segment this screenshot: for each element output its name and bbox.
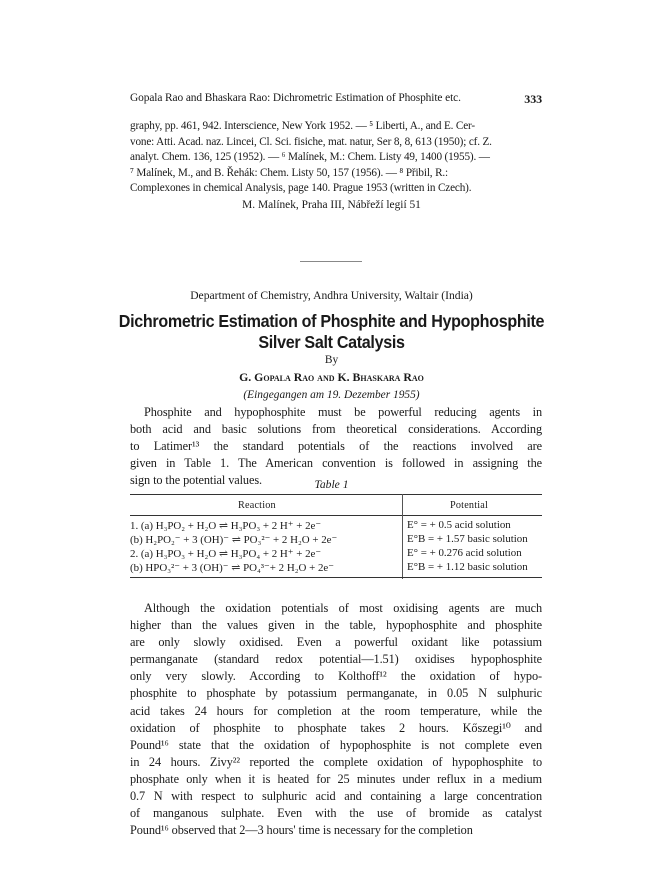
text-line: 0.7 N with respect to sulphuric acid and containing a large concentration [130, 789, 542, 804]
byline-by: By [324, 354, 339, 366]
title-line: Dichrometric Estimation of Phosphite and Hypophosphite [118, 311, 545, 331]
table-row [130, 547, 542, 561]
table-header-rule [130, 515, 542, 516]
text-line: Pound¹⁶ state that the oxidation of hypophosphite is not complete even [130, 737, 542, 752]
table-row [130, 533, 542, 547]
title-line: Silver Salt Catalysis [258, 332, 405, 352]
table-header [130, 500, 542, 512]
reference-line: graphy, pp. 461, 942. Interscience, New York 1952. — ⁵ Liberti, A., and E. Cer- [130, 120, 475, 132]
department-affiliation: Department of Chemistry, Andhra University, Waltair (India) [190, 289, 473, 302]
text-line: permanganate (standard redox potential—1.51) oxidises hypophosphite [130, 652, 542, 667]
potential-cell: E°B = + 1.12 basic solution [407, 561, 528, 573]
table-bottom-rule [130, 577, 542, 578]
text-line: only very slowly. According to Kolthoff¹² the oxidation of hypo- [130, 669, 542, 684]
table-caption: Table 1 [314, 478, 349, 491]
text-line: given in Table 1. The American convention is followed in assigning the [130, 456, 542, 471]
previous-author-address: M. Malínek, Praha III, Nábřeží legií 51 [242, 199, 421, 211]
author-names: G. Gopala Rao and K. Bhaskara Rao [239, 370, 424, 384]
reaction-cell: (b) H₂PO₂⁻ + 3 (OH)⁻ ⇌ PO₃²⁻ + 2 H₂O + 2e⁻ [130, 534, 338, 546]
text-line: acid takes 24 hours for completion at the room temperature, while the [130, 703, 542, 718]
body-paragraph [130, 600, 542, 839]
reaction-cell: 1. (a) H₃PO₂ + H₂O ⇌ H₃PO₃ + 2 H⁺ + 2e⁻ [130, 520, 322, 532]
reaction-cell: 2. (a) H₃PO₃ + H₂O ⇌ H₃PO₄ + 2 H⁺ + 2e⁻ [130, 548, 322, 560]
reaction-cell: (b) HPO₃²⁻ + 3 (OH)⁻ ⇌ PO₄³⁻+ 2 H₂O + 2e⁻ [130, 562, 334, 574]
text-line: phosphate only when it is heated for 25 minutes under reflux in a medium [130, 771, 542, 786]
text-line: oxidation of phosphite to phosphate takes 2 hours. Kőszegi¹⁰ and [130, 720, 542, 735]
reference-line: ⁷ Malínek, M., and B. Řehák: Chem. Listy 50, 157 (1956). — ⁸ Přibil, R.: [130, 166, 449, 179]
table-row [130, 519, 542, 533]
text-line: sign to the potential values. [130, 473, 262, 488]
header-reaction: Reaction [238, 500, 276, 511]
header-potential: Potential [450, 500, 489, 511]
reference-line: Complexones in chemical Analysis, page 140. Prague 1953 (written in Czech). [130, 182, 472, 195]
text-line: phosphite to phosphate by potassium permanganate, in 0.05 N sulphuric [130, 686, 542, 701]
text-line: Although the oxidation potentials of most oxidising agents are much [144, 601, 542, 615]
reference-line: analyt. Chem. 136, 125 (1952). — ⁶ Malínek, M.: Chem. Listy 49, 1400 (1955). — [130, 151, 490, 164]
received-date: (Eingegangen am 19. Dezember 1955) [243, 389, 420, 401]
text-line: in 24 hours. Zivy²² reported the complete oxidation of hypophosphite to [130, 754, 542, 769]
running-head-text: Gopala Rao and Bhaskara Rao: Dichrometric Estimation of Phosphite etc. [130, 92, 461, 104]
text-line: to Latimer¹³ the standard potentials of the reactions involved are [130, 439, 542, 454]
text-line: are only slowly oxidised. Even a powerful oxidant like potassium [130, 635, 542, 650]
intro-paragraph [130, 404, 542, 489]
potential-cell: E°B = + 1.57 basic solution [407, 533, 528, 545]
potential-cell: E° = + 0.276 acid solution [407, 547, 522, 559]
table-row [130, 561, 542, 575]
text-line: higher than the values given in the table, hypophosphite and phosphite [130, 618, 542, 633]
section-divider [300, 261, 362, 262]
text-line: Phosphite and hypophosphite must be powerful reducing agents in [144, 405, 542, 419]
article-title [119, 311, 545, 353]
text-line: Pound¹⁶ observed that 2—3 hours' time is necessary for the completion [130, 823, 473, 838]
table-top-rule [130, 494, 542, 495]
text-line: of manganous sulphate. Even with the use of bromide as catalyst [130, 806, 542, 821]
running-head [130, 92, 542, 104]
potential-cell: E° = + 0.5 acid solution [407, 519, 511, 531]
reference-line: vone: Atti. Acad. naz. Lincei, Cl. Sci. fisiche, mat. natur, Ser 8, 8, 613 (1950); cf. Z. [130, 135, 492, 148]
authors [0, 370, 663, 385]
text-line: both acid and basic solutions from theoretical considerations. According [130, 422, 542, 437]
references-continued [130, 119, 542, 197]
page-number: 333 [524, 92, 542, 106]
